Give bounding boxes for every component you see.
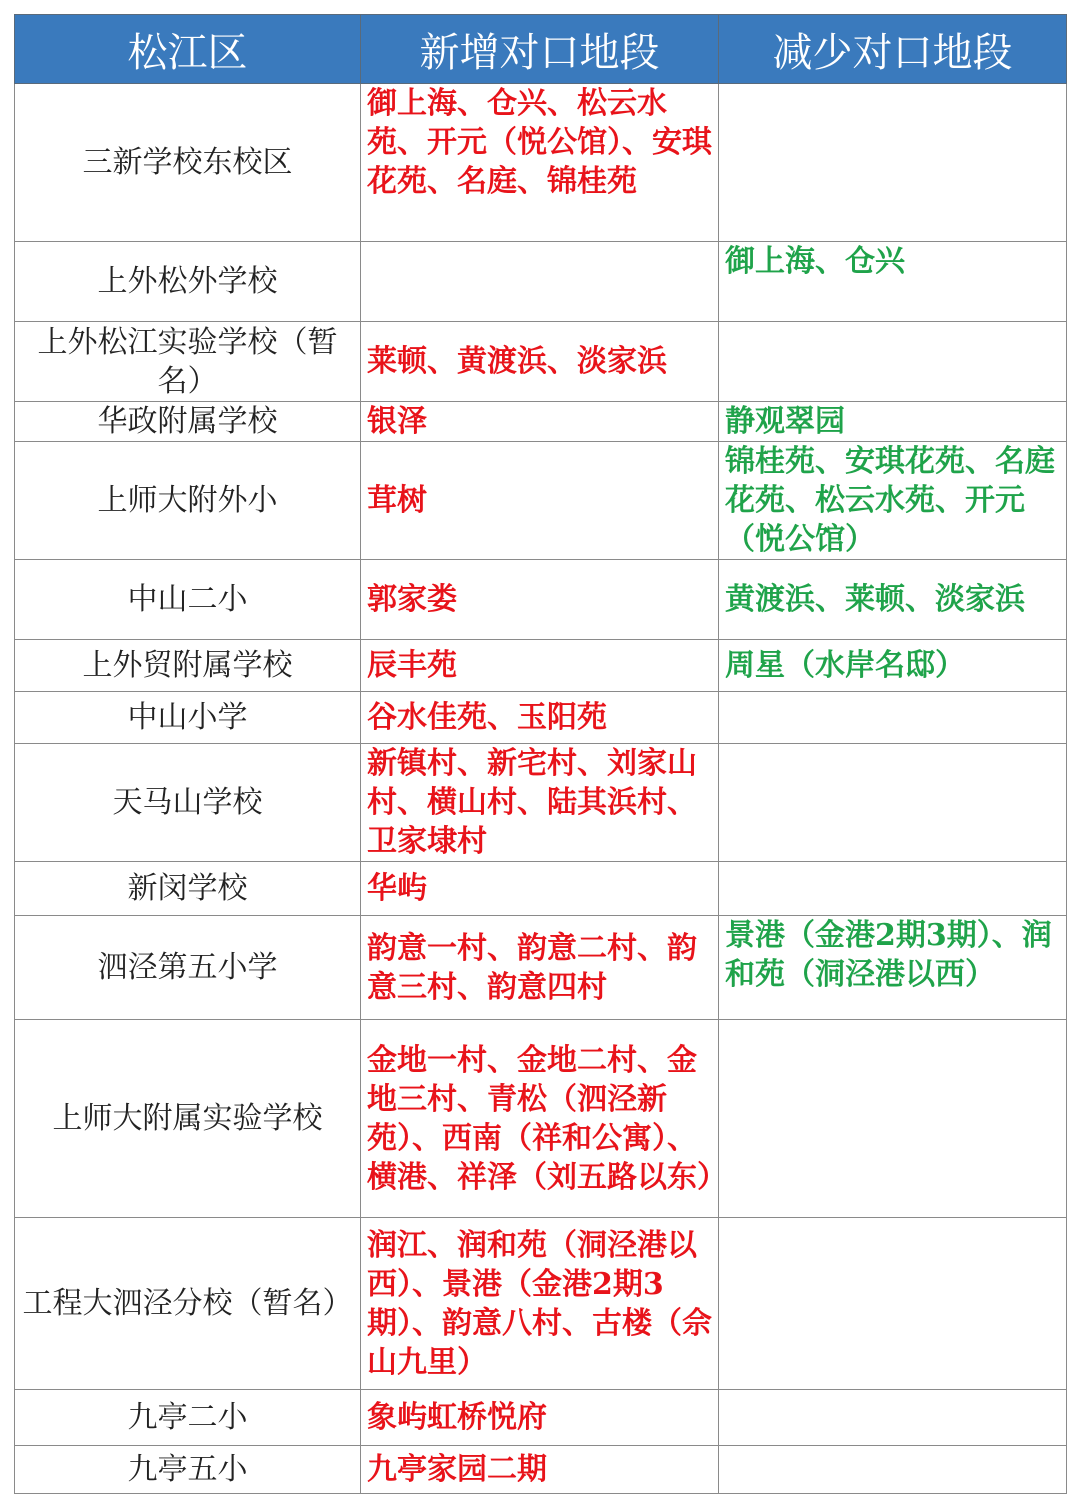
school-name: 天马山学校 xyxy=(15,744,361,862)
header-added: 新增对口地段 xyxy=(361,15,719,84)
added-areas: 象屿虹桥悦府 xyxy=(361,1390,719,1446)
header-district: 松江区 xyxy=(15,15,361,84)
table-row xyxy=(15,640,1067,692)
table-row xyxy=(15,560,1067,640)
table-row xyxy=(15,1218,1067,1390)
removed-areas xyxy=(719,1446,1067,1494)
table-row xyxy=(15,402,1067,442)
removed-areas xyxy=(719,692,1067,744)
header-row xyxy=(15,15,1067,84)
added-areas: 新镇村、新宅村、刘家山村、横山村、陆其浜村、卫家埭村 xyxy=(361,744,719,862)
added-areas: 辰丰苑 xyxy=(361,640,719,692)
added-areas: 银泽 xyxy=(361,402,719,442)
removed-areas xyxy=(719,1218,1067,1390)
school-name: 泗泾第五小学 xyxy=(15,916,361,1020)
added-areas: 御上海、仓兴、松云水苑、开元（悦公馆）、安琪花苑、名庭、锦桂苑 xyxy=(361,84,719,242)
table-container xyxy=(14,14,1066,1494)
removed-areas xyxy=(719,322,1067,402)
table-row xyxy=(15,862,1067,916)
table-row xyxy=(15,916,1067,1020)
removed-areas: 静观翠园 xyxy=(719,402,1067,442)
removed-areas xyxy=(719,84,1067,242)
school-name: 上师大附外小 xyxy=(15,442,361,560)
added-areas: 金地一村、金地二村、金地三村、青松（泗泾新苑）、西南（祥和公寓）、横港、祥泽（刘五路以东） xyxy=(361,1020,719,1218)
school-name: 上外贸附属学校 xyxy=(15,640,361,692)
table-row xyxy=(15,744,1067,862)
added-areas: 茸树 xyxy=(361,442,719,560)
table-row xyxy=(15,692,1067,744)
header-removed: 减少对口地段 xyxy=(719,15,1067,84)
removed-areas: 御上海、仓兴 xyxy=(719,242,1067,322)
removed-areas: 景港（金港2期3期）、润和苑（洞泾港以西） xyxy=(719,916,1067,1020)
removed-areas xyxy=(719,1020,1067,1218)
school-name: 工程大泗泾分校（暂名） xyxy=(15,1218,361,1390)
removed-areas xyxy=(719,744,1067,862)
school-name: 上外松江实验学校（暂名） xyxy=(15,322,361,402)
added-areas: 莱顿、黄渡浜、淡家浜 xyxy=(361,322,719,402)
table-row xyxy=(15,1390,1067,1446)
school-name: 中山小学 xyxy=(15,692,361,744)
table-row xyxy=(15,442,1067,560)
school-name: 九亭五小 xyxy=(15,1446,361,1494)
school-name: 三新学校东校区 xyxy=(15,84,361,242)
removed-areas: 黄渡浜、莱顿、淡家浜 xyxy=(719,560,1067,640)
school-name: 上师大附属实验学校 xyxy=(15,1020,361,1218)
table-row xyxy=(15,1446,1067,1494)
school-name: 中山二小 xyxy=(15,560,361,640)
table-row xyxy=(15,242,1067,322)
table-row xyxy=(15,322,1067,402)
added-areas: 郭家娄 xyxy=(361,560,719,640)
removed-areas xyxy=(719,862,1067,916)
school-name: 上外松外学校 xyxy=(15,242,361,322)
added-areas xyxy=(361,242,719,322)
removed-areas: 周星（水岸名邸） xyxy=(719,640,1067,692)
table-row xyxy=(15,1020,1067,1218)
added-areas: 谷水佳苑、玉阳苑 xyxy=(361,692,719,744)
school-district-table xyxy=(14,14,1067,1494)
removed-areas: 锦桂苑、安琪花苑、名庭花苑、松云水苑、开元（悦公馆） xyxy=(719,442,1067,560)
school-name: 新闵学校 xyxy=(15,862,361,916)
table-row xyxy=(15,84,1067,242)
added-areas: 韵意一村、韵意二村、韵意三村、韵意四村 xyxy=(361,916,719,1020)
school-name: 九亭二小 xyxy=(15,1390,361,1446)
school-name: 华政附属学校 xyxy=(15,402,361,442)
added-areas: 润江、润和苑（洞泾港以西）、景港（金港2期3期）、韵意八村、古楼（佘山九里） xyxy=(361,1218,719,1390)
added-areas: 华屿 xyxy=(361,862,719,916)
added-areas: 九亭家园二期 xyxy=(361,1446,719,1494)
removed-areas xyxy=(719,1390,1067,1446)
